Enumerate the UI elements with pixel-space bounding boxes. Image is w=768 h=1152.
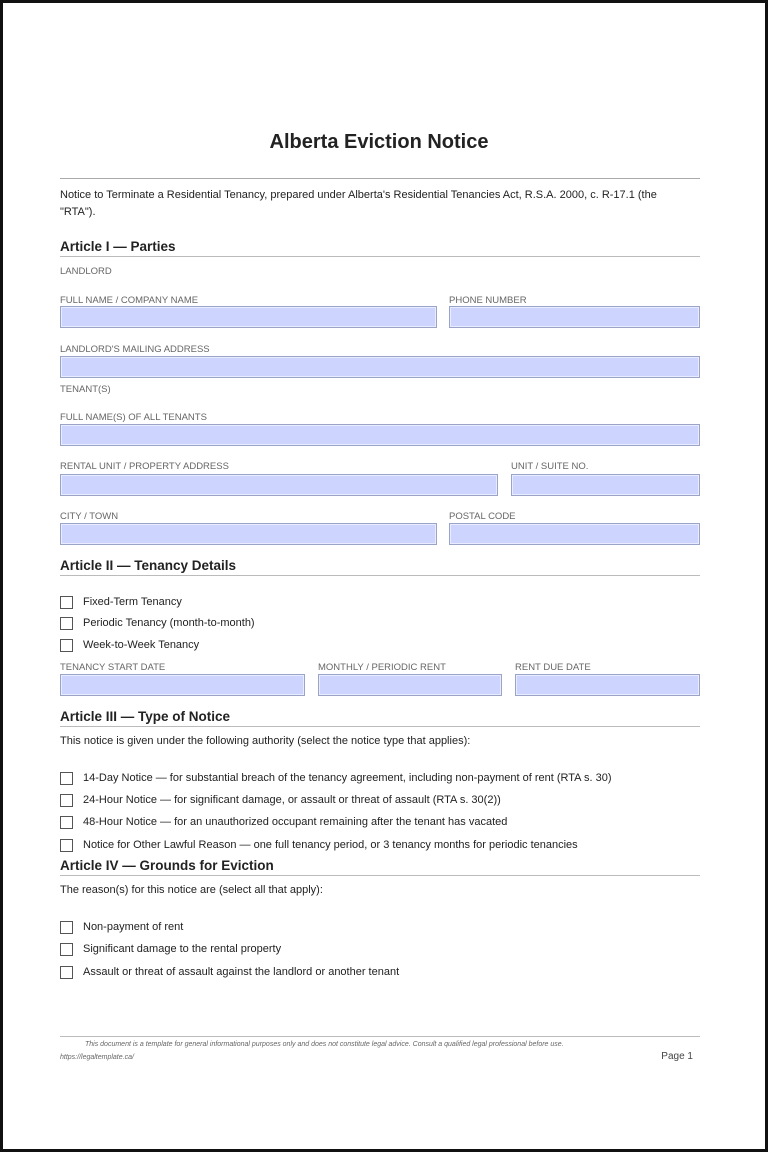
notice-option-other[interactable] — [60, 838, 578, 852]
phone-label: PHONE NUMBER — [449, 295, 527, 306]
due-date-field[interactable] — [515, 674, 700, 696]
article-3-heading: Article III — Type of Notice — [60, 709, 231, 724]
city-label: CITY / TOWN — [60, 511, 119, 522]
start-date-field[interactable] — [60, 674, 305, 696]
page-number: Page 1 — [661, 1051, 693, 1062]
checkbox-label: Fixed-Term Tenancy — [83, 596, 182, 608]
landlord-section-label: LANDLORD — [60, 266, 112, 277]
tenancy-option-fixed[interactable] — [60, 595, 182, 609]
rental-address-label: RENTAL UNIT / PROPERTY ADDRESS — [60, 461, 229, 472]
article-1-divider — [60, 256, 700, 257]
document-title: Alberta Eviction Notice — [269, 131, 489, 153]
article-4-divider — [60, 875, 700, 876]
tenancy-option-weekly[interactable] — [60, 638, 199, 652]
checkbox[interactable] — [60, 794, 73, 807]
article-4-heading: Article IV — Grounds for Eviction — [60, 858, 274, 873]
article-1-heading: Article I — Parties — [60, 239, 176, 254]
landlord-name-label: FULL NAME / COMPANY NAME — [60, 295, 199, 306]
notice-option-48-hour[interactable] — [60, 815, 507, 829]
footer-disclaimer: This document is a template for general informational purposes only and does not constitute legal advice. Consult a qualified legal professional before use. — [85, 1041, 564, 1048]
checkbox-label: Assault or threat of assault against the landlord or another tenant — [83, 966, 400, 978]
checkbox[interactable] — [60, 921, 73, 934]
footer-url[interactable]: https://legaltemplate.ca/ — [60, 1054, 134, 1061]
grounds-option-damage[interactable] — [60, 942, 281, 956]
checkbox[interactable] — [60, 966, 73, 979]
checkbox[interactable] — [60, 839, 73, 852]
tenants-name-field[interactable] — [60, 424, 700, 446]
footer-divider — [60, 1036, 700, 1037]
postal-field[interactable] — [449, 523, 700, 545]
unit-field[interactable] — [511, 474, 700, 496]
checkbox-label: Week-to-Week Tenancy — [83, 639, 200, 651]
title-divider — [60, 178, 700, 179]
tenants-name-label: FULL NAME(S) OF ALL TENANTS — [60, 412, 207, 423]
checkbox[interactable] — [60, 639, 73, 652]
checkbox[interactable] — [60, 596, 73, 609]
checkbox-label: Non-payment of rent — [83, 921, 184, 933]
checkbox-label: 24-Hour Notice — for significant damage, or assault or threat of assault (RTA s. 30(2)) — [83, 794, 501, 806]
start-date-label: TENANCY START DATE — [60, 662, 166, 673]
checkbox-label: 14-Day Notice — for substantial breach of the tenancy agreement, including non-payment of rent (RTA s. 30) — [83, 772, 612, 784]
checkbox[interactable] — [60, 816, 73, 829]
rent-field[interactable] — [318, 674, 502, 696]
city-field[interactable] — [60, 523, 437, 545]
grounds-instruction: The reason(s) for this notice are (select all that apply): — [60, 884, 323, 896]
rent-label: MONTHLY / PERIODIC RENT — [318, 662, 446, 673]
article-2-heading: Article II — Tenancy Details — [60, 558, 237, 573]
checkbox-label: Significant damage to the rental property — [83, 943, 282, 955]
intro-text: Notice to Terminate a Residential Tenancy, prepared under Alberta's Residential Tenancies Act, R.S.A. 2000, c. R-17.1 (the "RTA"). — [60, 189, 657, 218]
checkbox-label: Notice for Other Lawful Reason — one full tenancy period, or 3 tenancy months for periodic tenancies — [83, 839, 578, 851]
unit-label: UNIT / SUITE NO. — [511, 461, 589, 472]
tenancy-option-periodic[interactable] — [60, 616, 255, 630]
checkbox-label: 48-Hour Notice — for an unauthorized occupant remaining after the tenant has vacated — [83, 816, 508, 828]
checkbox[interactable] — [60, 943, 73, 956]
mailing-address-label: LANDLORD'S MAILING ADDRESS — [60, 344, 210, 355]
mailing-address-field[interactable] — [60, 356, 700, 378]
article-2-divider — [60, 575, 700, 576]
postal-label: POSTAL CODE — [449, 511, 516, 522]
notice-option-14-day[interactable] — [60, 771, 611, 785]
grounds-option-nonpayment[interactable] — [60, 920, 183, 934]
landlord-name-field[interactable] — [60, 306, 437, 328]
checkbox[interactable] — [60, 772, 73, 785]
phone-field[interactable] — [449, 306, 700, 328]
rental-address-field[interactable] — [60, 474, 498, 496]
notice-type-instruction: This notice is given under the following authority (select the notice type that applies): — [60, 735, 471, 747]
tenant-section-label: TENANT(S) — [60, 384, 111, 395]
grounds-option-assault[interactable] — [60, 965, 399, 979]
article-3-divider — [60, 726, 700, 727]
checkbox-label: Periodic Tenancy (month-to-month) — [83, 617, 255, 629]
due-date-label: RENT DUE DATE — [515, 662, 591, 673]
notice-option-24-hour[interactable] — [60, 793, 501, 807]
checkbox[interactable] — [60, 617, 73, 630]
